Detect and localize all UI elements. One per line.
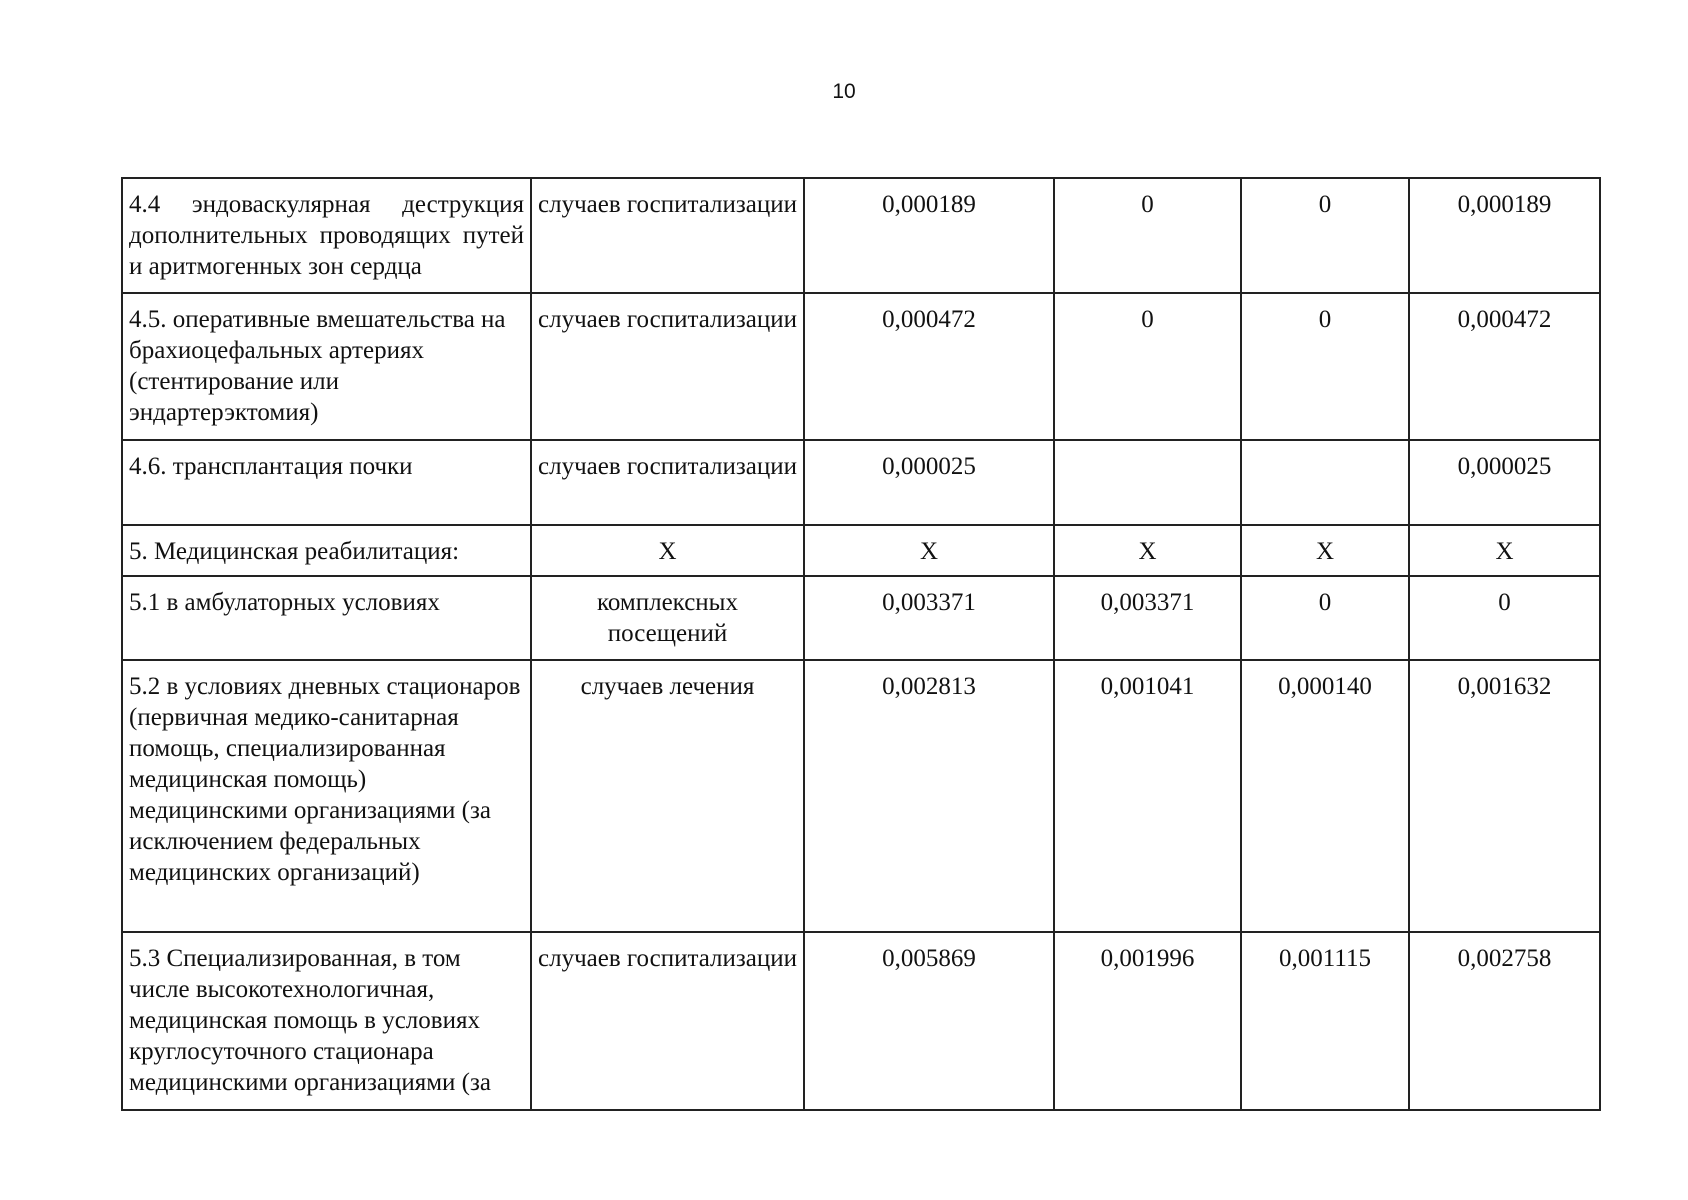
value-4: 0,002758 xyxy=(1457,945,1552,972)
value-2: 0,001996 xyxy=(1100,945,1195,972)
value-cell xyxy=(804,576,1054,660)
table-row xyxy=(122,576,1600,660)
row-name: 4.5. оперативные вмешательства на брахиоцефальных артериях (стентирование или эндартерэктомия) xyxy=(129,306,506,426)
table-row xyxy=(122,178,1600,293)
unit-cell xyxy=(531,932,804,1110)
row-name: 5.1 в амбулаторных условиях xyxy=(129,589,440,616)
value-1: X xyxy=(919,538,939,565)
unit-value: случаев госпитализации xyxy=(538,306,798,333)
unit-value: комплексных посещений xyxy=(597,589,738,647)
value-1: 0,002813 xyxy=(882,673,976,700)
row-name-cell xyxy=(122,293,531,440)
value-cell xyxy=(1054,660,1241,932)
value-cell xyxy=(1241,178,1409,293)
unit-cell xyxy=(531,576,804,660)
data-table xyxy=(121,177,1601,1111)
value-cell xyxy=(804,293,1054,440)
value-cell xyxy=(1054,525,1241,576)
value-cell xyxy=(1241,440,1409,525)
page-number: 10 xyxy=(832,80,856,103)
value-4: 0,000472 xyxy=(1457,306,1552,333)
value-cell xyxy=(1054,440,1241,525)
value-3: 0,001115 xyxy=(1279,945,1371,972)
value-1: 0,000025 xyxy=(882,453,976,480)
value-cell xyxy=(1409,660,1600,932)
table-row xyxy=(122,293,1600,440)
value-cell xyxy=(804,178,1054,293)
value-cell xyxy=(1409,293,1600,440)
row-name-cell xyxy=(122,932,531,1110)
value-3: 0 xyxy=(1318,589,1332,616)
value-cell xyxy=(804,525,1054,576)
value-1: 0,000189 xyxy=(882,191,976,218)
row-name-cell xyxy=(122,576,531,660)
table-row xyxy=(122,440,1600,525)
table-row xyxy=(122,932,1600,1110)
value-2: 0 xyxy=(1141,306,1154,333)
unit-value: случаев лечения xyxy=(580,673,755,700)
value-cell xyxy=(1241,293,1409,440)
unit-cell xyxy=(531,293,804,440)
value-1: 0,000472 xyxy=(882,306,976,333)
value-cell xyxy=(1241,932,1409,1110)
row-name-cell xyxy=(122,525,531,576)
value-cell xyxy=(1054,293,1241,440)
value-2: 0,001041 xyxy=(1100,673,1195,700)
value-cell xyxy=(1409,525,1600,576)
value-3: 0,000140 xyxy=(1278,673,1372,700)
value-cell xyxy=(1241,576,1409,660)
unit-value: X xyxy=(658,538,677,565)
value-cell xyxy=(1409,440,1600,525)
value-4: X xyxy=(1495,538,1514,565)
value-cell xyxy=(1054,178,1241,293)
row-name: 5.3 Специализированная, в том числе высокотехнологичная, медицинская помощь в условиях круглосуточного стационара медицинскими организациями (за xyxy=(129,945,491,1096)
value-4: 0,000025 xyxy=(1457,453,1552,480)
value-cell xyxy=(1241,660,1409,932)
value-cell xyxy=(1241,525,1409,576)
value-cell xyxy=(1054,932,1241,1110)
value-2: 0 xyxy=(1141,191,1154,218)
row-name: 4.4 эндоваскулярная деструкция дополнительных проводящих путей и аритмогенных зон сердца xyxy=(129,191,524,280)
unit-value: случаев госпитализации xyxy=(538,191,798,218)
value-4: 0 xyxy=(1498,589,1511,616)
unit-cell xyxy=(531,440,804,525)
unit-cell xyxy=(531,660,804,932)
unit-value: случаев госпитализации xyxy=(538,453,798,480)
value-1: 0,005869 xyxy=(882,945,976,972)
unit-cell xyxy=(531,525,804,576)
table-row xyxy=(122,660,1600,932)
value-cell xyxy=(1054,576,1241,660)
row-name: 5. Медицинская реабилитация: xyxy=(129,538,460,565)
row-name-cell xyxy=(122,178,531,293)
value-2: X xyxy=(1138,538,1157,565)
value-cell xyxy=(1409,576,1600,660)
value-3: X xyxy=(1315,538,1335,565)
table-row xyxy=(122,525,1600,576)
row-name: 4.6. трансплантация почки xyxy=(129,453,413,480)
row-name-cell xyxy=(122,440,531,525)
value-cell xyxy=(804,660,1054,932)
unit-value: случаев госпитализации xyxy=(538,945,798,972)
value-cell xyxy=(1409,178,1600,293)
value-cell xyxy=(1409,932,1600,1110)
value-3: 0 xyxy=(1318,306,1332,333)
value-4: 0,000189 xyxy=(1457,191,1552,218)
value-cell xyxy=(804,932,1054,1110)
unit-cell xyxy=(531,178,804,293)
value-cell xyxy=(804,440,1054,525)
value-2: 0,003371 xyxy=(1100,589,1195,616)
value-4: 0,001632 xyxy=(1457,673,1552,700)
value-1: 0,003371 xyxy=(882,589,976,616)
row-name: 5.2 в условиях дневных стационаров (первичная медико-санитарная помощь, специализированная медицинская помощь) медицинскими организациями (за исключением федеральных медицинских организаций) xyxy=(129,673,521,886)
value-3: 0 xyxy=(1318,191,1332,218)
row-name-cell xyxy=(122,660,531,932)
